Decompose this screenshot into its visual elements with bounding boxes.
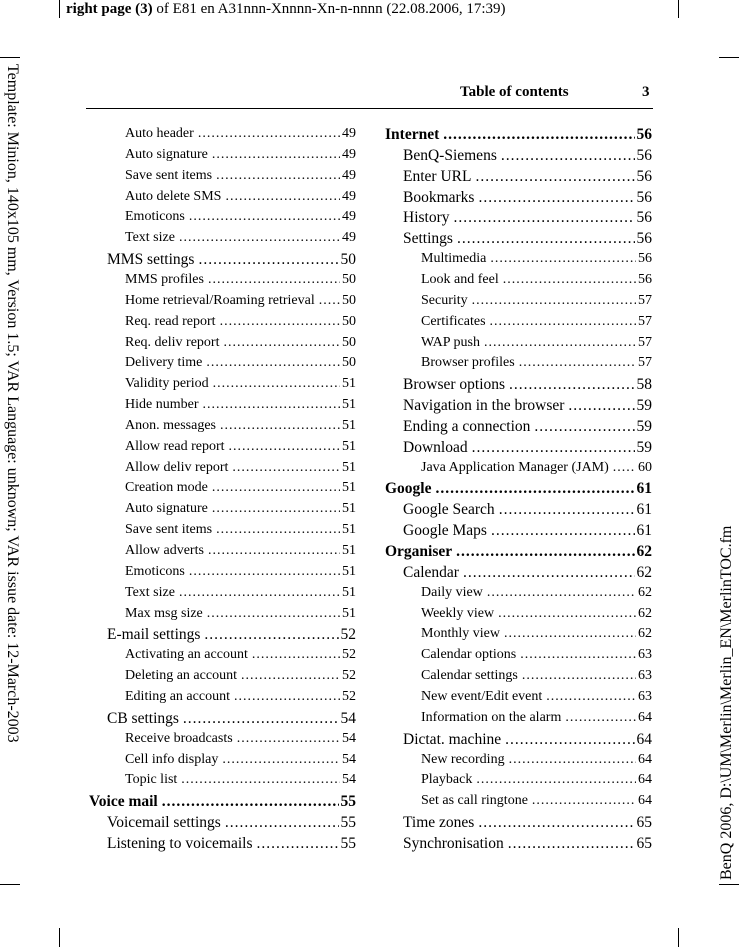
toc-entry-page: 58 [636, 376, 652, 394]
toc-entry[interactable] [385, 731, 652, 749]
toc-entry[interactable] [89, 397, 356, 413]
toc-leader-dots [457, 230, 635, 248]
toc-leader-dots [216, 522, 340, 538]
toc-leader-dots [223, 335, 340, 351]
toc-leader-dots [568, 397, 634, 415]
toc-entry-page: 54 [342, 730, 356, 746]
toc-entry-title: E-mail settings [107, 626, 201, 644]
toc-entry-page: 51 [342, 417, 356, 433]
page-number: 3 [642, 84, 650, 100]
toc-entry-title: Look and feel [421, 271, 499, 287]
toc-entry-title: Google Maps [403, 522, 487, 540]
toc-leader-dots [478, 189, 634, 207]
toc-entry[interactable] [89, 460, 356, 476]
toc-entry-page: 51 [342, 459, 356, 475]
print-header-bold: right page (3) [66, 1, 153, 17]
toc-entry-page: 62 [636, 543, 652, 560]
toc-leader-dots [498, 606, 636, 622]
toc-entry-page: 55 [340, 793, 356, 811]
toc-entry[interactable] [89, 293, 356, 309]
toc-entry[interactable] [89, 668, 356, 684]
toc-entry[interactable] [89, 835, 356, 853]
toc-entry-page: 57 [638, 292, 652, 308]
toc-entry[interactable] [385, 189, 652, 207]
toc-entry-title: Delivery time [125, 355, 203, 371]
toc-entry-title: Certificates [421, 313, 486, 329]
toc-entry[interactable] [89, 376, 356, 392]
toc-entry-title: Browser options [403, 376, 506, 394]
toc-leader-dots [436, 480, 635, 498]
toc-entry-page: 62 [638, 605, 652, 621]
toc-entry[interactable] [385, 439, 652, 457]
toc-entry-title: Organiser [385, 543, 453, 560]
toc-leader-dots [181, 772, 340, 788]
crop-mark [59, 928, 60, 947]
toc-leader-dots [503, 272, 636, 288]
toc-entry-page: 64 [638, 709, 652, 725]
toc-entry[interactable] [89, 418, 356, 434]
toc-entry-page: 49 [342, 230, 356, 246]
toc-entry-page: 54 [340, 709, 356, 727]
toc-entry-page: 62 [638, 584, 652, 600]
toc-entry-page: 64 [638, 793, 652, 809]
toc-entry[interactable] [385, 626, 652, 642]
toc-entry[interactable] [385, 418, 652, 436]
toc-entry[interactable] [385, 814, 652, 832]
toc-entry-page: 55 [340, 814, 356, 832]
toc-leader-dots [220, 314, 340, 330]
toc-entry[interactable] [89, 501, 356, 517]
toc-entry-title: BenQ-Siemens [403, 146, 497, 164]
file-path: BenQ 2006, D:\UM\Merlin\Merlin_EN\MerlinTOC.fm [718, 525, 735, 880]
toc-leader-dots [229, 439, 340, 455]
toc-entry-page: 64 [636, 730, 652, 748]
toc-entry[interactable] [385, 710, 652, 726]
toc-entry-page: 51 [342, 501, 356, 517]
toc-entry-title: Playback [421, 772, 473, 788]
toc-entry-page: 59 [636, 397, 652, 415]
toc-entry-title: New recording [421, 751, 505, 767]
toc-leader-dots [206, 355, 340, 371]
toc-entry-title: Receive broadcasts [125, 730, 233, 746]
toc-entry-page: 51 [342, 522, 356, 538]
toc-entry[interactable] [385, 835, 652, 853]
toc-entry-title: Req. deliv report [125, 334, 220, 350]
crop-mark [59, 0, 60, 18]
toc-leader-dots [232, 460, 340, 476]
toc-entry[interactable] [89, 710, 356, 728]
toc-entry-title: Calendar settings [421, 668, 518, 684]
toc-leader-dots [505, 731, 634, 749]
toc-entry[interactable] [385, 480, 652, 498]
toc-entry[interactable] [89, 606, 356, 622]
toc-entry-title: Dictat. machine [403, 730, 502, 748]
toc-leader-dots [225, 189, 340, 205]
toc-leader-dots [212, 147, 340, 163]
toc-leader-dots [213, 376, 340, 392]
toc-leader-dots [241, 668, 340, 684]
print-header-rest: of E81 en A31nnn-Xnnnn-Xn-n-nnnn (22.08.2006, 17:39) [152, 1, 506, 17]
toc-entry-title: Creation mode [125, 480, 208, 496]
toc-entry-title: Java Application Manager (JAM) [421, 459, 609, 475]
toc-leader-dots [183, 710, 339, 728]
crop-mark [719, 57, 739, 58]
toc-leader-dots [454, 209, 635, 227]
toc-entry-title: Multimedia [421, 251, 487, 267]
toc-entry-title: MMS profiles [125, 271, 204, 287]
toc-entry-title: Google [385, 480, 432, 498]
toc-entry-page: 57 [638, 313, 652, 329]
toc-leader-dots [501, 147, 635, 165]
toc-leader-dots [546, 689, 636, 705]
toc-entry-title: New event/Edit event [421, 688, 543, 704]
toc-entry-page: 51 [342, 563, 356, 579]
toc-entry-page: 49 [342, 188, 356, 204]
toc-entry[interactable] [385, 335, 652, 351]
toc-entry-page: 56 [636, 146, 652, 164]
toc-leader-dots [532, 793, 636, 809]
crop-mark [719, 884, 739, 885]
toc-entry[interactable] [385, 272, 652, 288]
toc-leader-dots [456, 543, 634, 561]
toc-entry[interactable] [385, 251, 652, 267]
toc-leader-dots [508, 835, 635, 853]
toc-entry-title: Req. read report [125, 313, 216, 329]
toc-entry-title: Home retrieval/Roaming retrieval [125, 292, 315, 308]
toc-entry-page: 63 [638, 688, 652, 704]
toc-entry-title: Set as call ringtone [421, 793, 528, 809]
toc-leader-dots [476, 772, 636, 788]
toc-entry-page: 50 [342, 271, 356, 287]
toc-entry[interactable] [89, 189, 356, 205]
toc-entry-page: 51 [342, 376, 356, 392]
toc-entry[interactable] [89, 355, 356, 371]
toc-leader-dots [522, 668, 636, 684]
header-rule [86, 108, 653, 109]
toc-entry[interactable] [89, 230, 356, 246]
toc-entry[interactable] [89, 752, 356, 768]
toc-entry-page: 56 [636, 230, 652, 248]
toc-leader-dots [198, 251, 338, 269]
toc-entry-title: MMS settings [107, 251, 195, 269]
toc-leader-dots [319, 293, 340, 309]
toc-leader-dots [225, 814, 339, 832]
toc-entry-page: 56 [638, 271, 652, 287]
toc-entry[interactable] [89, 522, 356, 538]
toc-leader-dots [220, 418, 340, 434]
toc-leader-dots [534, 418, 634, 436]
toc-entry-title: Hide number [125, 397, 199, 413]
toc-leader-dots [509, 376, 634, 394]
toc-entry-title: Allow adverts [125, 543, 204, 558]
toc-leader-dots [257, 835, 339, 853]
toc-entry-title: Ending a connection [403, 417, 531, 435]
toc-entry[interactable] [385, 314, 652, 330]
toc-entry-page: 52 [342, 688, 356, 704]
toc-entry[interactable] [385, 126, 652, 144]
toc-entry[interactable] [89, 335, 356, 351]
toc-leader-dots [204, 626, 338, 644]
toc-leader-dots [179, 230, 340, 246]
toc-entry-page: 54 [342, 772, 356, 788]
toc-entry-title: History [403, 209, 450, 227]
toc-entry-page: 56 [636, 167, 652, 185]
toc-entry-page: 57 [638, 355, 652, 371]
toc-entry-title: Monthly view [421, 626, 500, 642]
toc-entry[interactable] [385, 543, 652, 561]
toc-entry-title: Anon. messages [125, 417, 216, 433]
toc-entry[interactable] [385, 606, 652, 622]
toc-entry-title: Calendar [403, 563, 459, 581]
toc-entry-title: Information on the alarm [421, 709, 562, 725]
toc-entry-page: 51 [342, 584, 356, 600]
toc-leader-dots [189, 564, 340, 580]
toc-leader-dots [212, 501, 340, 517]
toc-entry-page: 65 [636, 834, 652, 852]
toc-entry-title: Daily view [421, 584, 483, 600]
template-info: Template: Minion, 140x105 mm, Version 1.5; VAR Language: unknown; VAR issue date: 12-March-2003 [4, 64, 21, 743]
toc-entry-page: 61 [636, 522, 652, 540]
toc-entry-page: 49 [342, 209, 356, 225]
toc-entry[interactable] [385, 647, 652, 663]
toc-leader-dots [509, 752, 636, 768]
toc-entry[interactable] [89, 772, 356, 788]
toc-entry-title: Navigation in the browser [403, 397, 565, 415]
toc-leader-dots [484, 335, 636, 351]
toc-entry-title: Cell info display [125, 751, 219, 767]
toc-entry[interactable] [89, 564, 356, 580]
toc-leader-dots [443, 126, 634, 144]
toc-entry[interactable] [89, 814, 356, 832]
toc-entry[interactable] [385, 293, 652, 309]
toc-leader-dots [237, 731, 340, 747]
toc-entry[interactable] [89, 731, 356, 747]
toc-leader-dots [179, 585, 340, 601]
toc-leader-dots [475, 168, 634, 186]
toc-entry-title: Download [403, 438, 468, 456]
toc-entry-page: 51 [342, 605, 356, 621]
toc-entry-title: Voice mail [89, 793, 158, 811]
toc-entry[interactable] [89, 585, 356, 601]
toc-entry-title: Enter URL [403, 167, 472, 185]
toc-entry-page: 61 [636, 501, 652, 519]
toc-entry[interactable] [385, 585, 652, 601]
toc-entry-page: 51 [342, 543, 356, 558]
toc-entry[interactable] [385, 147, 652, 165]
toc-leader-dots [208, 272, 340, 288]
toc-leader-dots [198, 126, 340, 142]
toc-entry-title: Save sent items [125, 522, 213, 538]
toc-entry[interactable] [385, 209, 652, 227]
toc-entry[interactable] [89, 439, 356, 455]
toc-entry-title: Emoticons [125, 563, 185, 579]
toc-entry[interactable] [89, 168, 356, 184]
toc-entry-title: Emoticons [125, 209, 185, 225]
toc-entry-page: 59 [636, 438, 652, 456]
toc-entry[interactable] [385, 168, 652, 186]
toc-leader-dots [490, 314, 636, 330]
toc-leader-dots [162, 793, 339, 811]
toc-entry-page: 50 [340, 251, 356, 269]
toc-entry[interactable] [89, 251, 356, 269]
toc-leader-dots [216, 168, 340, 184]
print-header [66, 1, 506, 18]
toc-entry[interactable] [385, 376, 652, 394]
toc-entry-page: 52 [342, 647, 356, 663]
toc-leader-dots [189, 209, 340, 225]
toc-leader-dots [472, 293, 636, 309]
toc-entry-page: 54 [342, 751, 356, 767]
toc-entry-page: 49 [342, 146, 356, 162]
toc-entry-title: Bookmarks [403, 188, 475, 206]
toc-entry[interactable] [385, 689, 652, 705]
toc-entry-title: Topic list [125, 772, 178, 788]
toc-leader-dots [613, 460, 636, 476]
toc-entry[interactable] [385, 397, 652, 415]
toc-entry-page: 50 [342, 355, 356, 371]
toc-entry-title: Max msg size [125, 605, 203, 621]
toc-entry-page: 55 [340, 834, 356, 852]
toc-entry-title: WAP push [421, 334, 480, 350]
toc-leader-dots [212, 480, 340, 496]
toc-entry-page: 64 [638, 772, 652, 788]
toc-entry[interactable] [385, 355, 652, 371]
toc-entry-title: Listening to voicemails [107, 834, 253, 852]
toc-entry-page: 59 [636, 417, 652, 435]
toc-entry-page: 64 [638, 751, 652, 767]
toc-entry[interactable] [385, 668, 652, 684]
toc-entry-title: Allow deliv report [125, 459, 229, 475]
toc-leader-dots [565, 710, 636, 726]
toc-entry[interactable] [89, 126, 356, 142]
toc-entry-page: 60 [638, 459, 652, 475]
running-title: Table of contents [460, 84, 569, 100]
toc-entry-title: Deleting an account [125, 668, 237, 684]
toc-entry-title: Auto signature [125, 146, 208, 162]
toc-entry-page: 52 [340, 626, 356, 644]
toc-entry[interactable] [89, 647, 356, 663]
toc-entry[interactable] [385, 793, 652, 809]
toc-entry[interactable] [89, 314, 356, 330]
toc-entry-page: 65 [636, 814, 652, 832]
toc-entry[interactable] [385, 501, 652, 519]
toc-leader-dots [490, 251, 636, 267]
toc-entry-page: 62 [638, 626, 652, 642]
toc-leader-dots [252, 647, 340, 663]
toc-entry-title: Auto delete SMS [125, 188, 222, 204]
toc-leader-dots [520, 647, 636, 663]
toc-entry-title: Security [421, 292, 468, 308]
toc-entry[interactable] [89, 209, 356, 225]
toc-entry-title: CB settings [107, 709, 179, 727]
toc-entry-page: 56 [636, 126, 652, 143]
toc-leader-dots [504, 626, 636, 642]
toc-leader-dots [499, 501, 635, 519]
toc-entry-title: Auto header [125, 126, 194, 141]
toc-entry[interactable] [385, 752, 652, 768]
toc-leader-dots [487, 585, 636, 601]
toc-entry[interactable] [89, 480, 356, 496]
toc-entry[interactable] [385, 460, 652, 476]
toc-entry-page: 62 [636, 563, 652, 581]
toc-entry-title: Text size [125, 584, 175, 600]
toc-leader-dots [478, 814, 634, 832]
toc-entry-title: Weekly view [421, 605, 495, 621]
toc-leader-dots [491, 522, 635, 540]
toc-leader-dots [208, 543, 340, 559]
toc-entry[interactable] [385, 522, 652, 540]
toc-entry-page: 49 [342, 167, 356, 183]
toc-entry-page: 50 [342, 292, 356, 308]
toc-entry[interactable] [89, 272, 356, 288]
toc-entry-title: Voicemail settings [107, 814, 221, 832]
toc-entry-page: 50 [342, 334, 356, 350]
toc-entry-title: Auto signature [125, 501, 208, 517]
toc-leader-dots [202, 397, 340, 413]
toc-leader-dots [472, 439, 635, 457]
toc-entry[interactable] [385, 772, 652, 788]
toc-entry-page: 56 [636, 209, 652, 227]
toc-entry-page: 52 [342, 668, 356, 684]
toc-entry-page: 56 [636, 188, 652, 206]
toc-entry-page: 51 [342, 438, 356, 454]
toc-entry-page: 56 [638, 251, 652, 267]
toc-entry-page: 51 [342, 397, 356, 413]
toc-entry-title: Browser profiles [421, 355, 515, 371]
toc-entry-page: 51 [342, 480, 356, 496]
toc-entry-title: Validity period [125, 376, 209, 392]
toc-entry[interactable] [385, 230, 652, 248]
toc-entry-page: 57 [638, 334, 652, 350]
toc-entry-title: Save sent items [125, 167, 213, 183]
toc-entry-title: Activating an account [125, 647, 248, 663]
toc-entry[interactable] [385, 564, 652, 582]
toc-entry-title: Google Search [403, 501, 495, 519]
toc-leader-dots [519, 355, 636, 371]
toc-entry-title: Text size [125, 230, 175, 246]
crop-mark [0, 57, 20, 58]
toc-entry[interactable] [89, 147, 356, 163]
toc-entry-page: 49 [342, 126, 356, 141]
toc-entry-page: 50 [342, 313, 356, 329]
toc-entry-title: Settings [403, 230, 453, 248]
toc-leader-dots [207, 606, 340, 622]
toc-entry[interactable] [89, 689, 356, 705]
toc-entry-title: Allow read report [125, 438, 225, 454]
toc-leader-dots [234, 689, 340, 705]
crop-mark [678, 928, 679, 947]
toc-leader-dots [222, 752, 340, 768]
crop-mark [0, 884, 20, 885]
toc-leader-dots [463, 564, 635, 582]
toc-entry[interactable] [89, 793, 356, 811]
toc-entry[interactable] [89, 626, 356, 644]
toc-entry-page: 61 [636, 480, 652, 498]
toc-entry-title: Internet [385, 126, 440, 143]
toc-entry-page: 63 [638, 668, 652, 684]
toc-entry-page: 63 [638, 647, 652, 663]
toc-entry-title: Calendar options [421, 647, 517, 663]
toc-entry-title: Editing an account [125, 688, 230, 704]
toc-entry[interactable] [89, 543, 356, 559]
crop-mark [678, 0, 679, 18]
toc-entry-title: Synchronisation [403, 834, 504, 852]
toc-entry-title: Time zones [403, 814, 475, 832]
